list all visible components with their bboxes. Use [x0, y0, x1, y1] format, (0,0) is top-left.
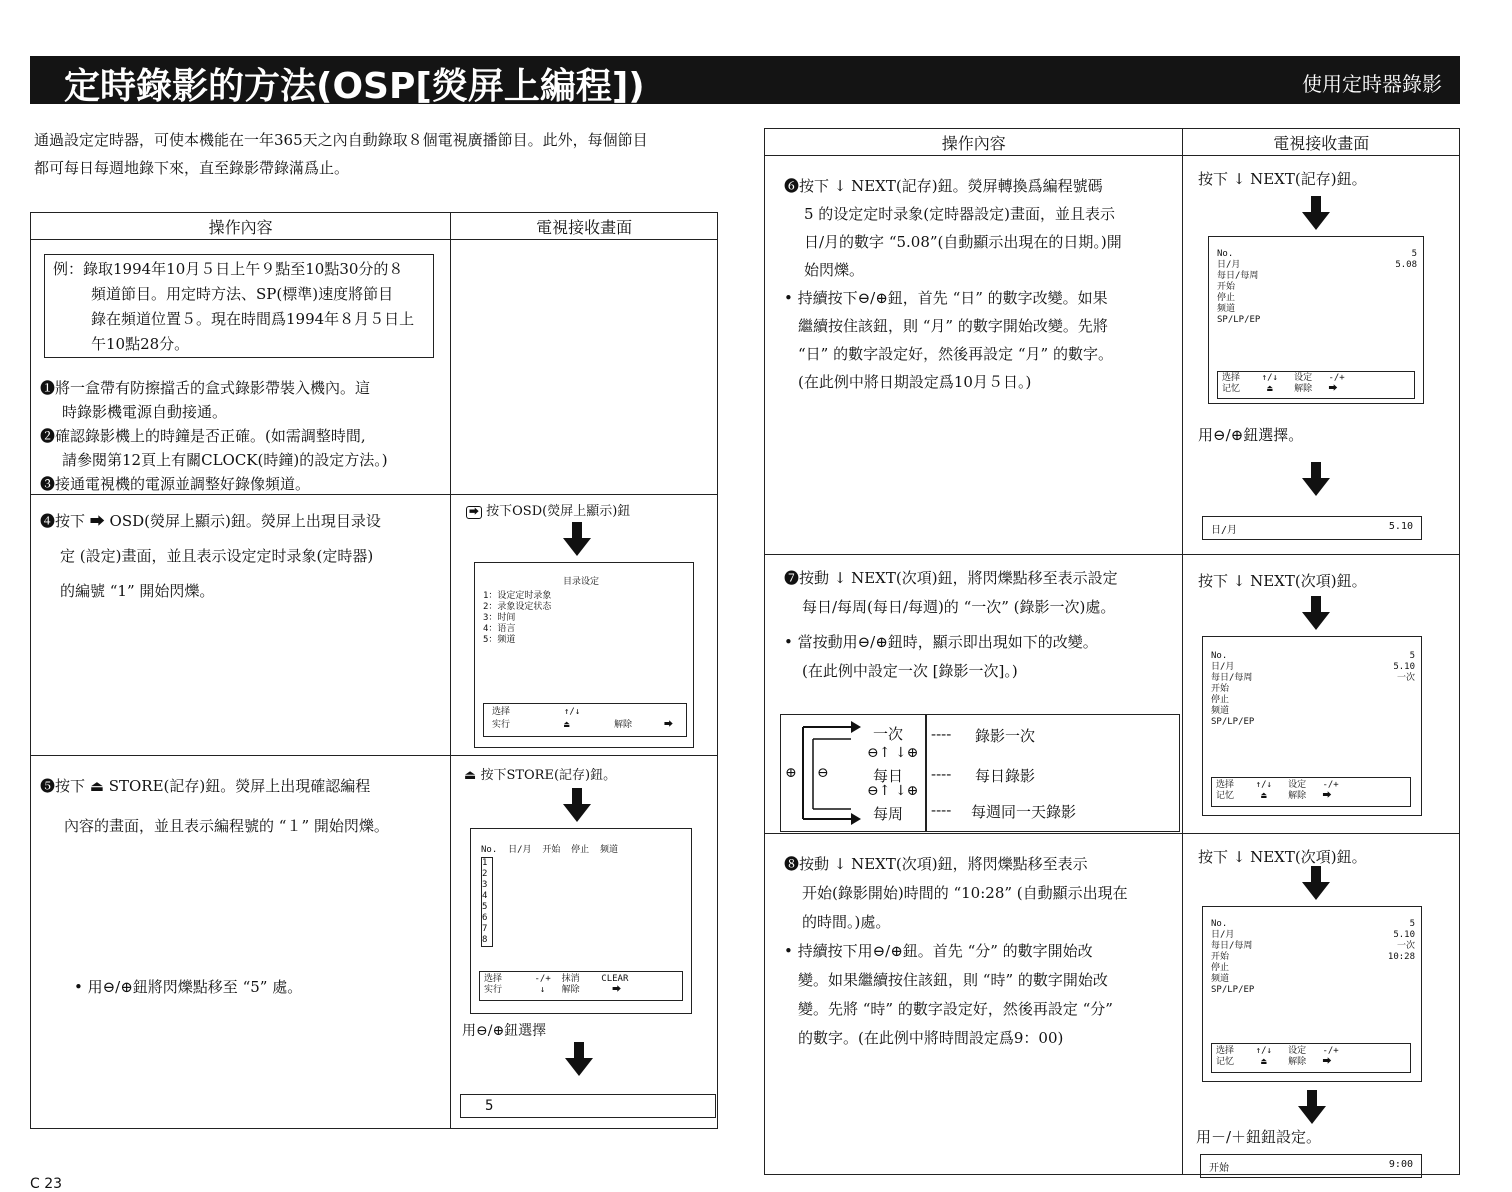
step8-bullet: • 持續按下用⊖/⊕鈕。首先 “分” 的數字開始改: [784, 942, 1093, 960]
program-footer-line: 选择 -/+ 抹消 CLEAR: [484, 974, 629, 984]
step4-text: [40, 504, 440, 609]
step8-set-text: 用－/＋鈕鈕設定。: [1196, 1128, 1322, 1146]
down-arrow-icon: [1302, 462, 1330, 496]
program-list-header: No. 日/月 开始 停止 频道: [481, 845, 619, 855]
step8-line: 开始(錄影開始)時間的 “10:28” (自動顯示出現在: [802, 884, 1128, 902]
menu-item: 3：时间: [483, 613, 516, 623]
left-col-tv: 電視接收畫面: [451, 213, 718, 240]
step7-line: 每日/每周(每日/每週)的 “一次” (錄影一次)處。: [802, 598, 1116, 616]
down-arrow-icon: [1302, 196, 1330, 230]
timer-setting-screen: [1208, 236, 1424, 404]
setting-label: 日/月: [1217, 260, 1241, 270]
prep-step-2-cont: 請參閱第12頁上有關CLOCK(時鐘)的設定方法。): [62, 451, 388, 469]
setting-frequency-value: 一次: [1396, 941, 1415, 951]
setting-footer: [1211, 1043, 1411, 1073]
menu-title: 目录设定: [563, 577, 600, 587]
intro-text: [34, 126, 724, 182]
setting-label: 开始: [1217, 282, 1236, 292]
right-col-tv: 電視接收畫面: [1183, 129, 1460, 156]
setting-label: SP/LP/EP: [1217, 315, 1261, 325]
diagram-weekly-desc: 每週同一天錄影: [971, 803, 1077, 821]
setting-no-value: 5: [1411, 249, 1417, 259]
start-strip-label: 开始: [1209, 1163, 1229, 1174]
setting-label: 开始: [1211, 952, 1230, 962]
program-number-value: 5: [485, 1098, 494, 1114]
program-footer-line: 实行 ↓ 解除 ⮕: [484, 985, 622, 995]
setting-label: 频道: [1211, 974, 1230, 984]
left-prep-tv-cell: [451, 240, 718, 495]
step5-tv-caption-text: 按下STORE(記存)鈕。: [480, 768, 617, 783]
step8-bullet-cont: 變。如果繼續按住該鈕，則 “時” 的數字開始改: [798, 971, 1108, 989]
setting-frequency-value: 一次: [1396, 673, 1415, 683]
step4-tv-caption: [466, 500, 630, 519]
step6-line: ❻按下 ↓ NEXT(記存)鈕。熒屏轉換爲編程號碼: [784, 177, 1103, 195]
program-row: 7: [482, 924, 488, 934]
frequency-screen: [1202, 636, 1422, 816]
diagram-divider: [925, 715, 927, 831]
setting-footer-line: 记忆 ⏏ 解除 ⮕: [1222, 384, 1338, 394]
setting-label: 每日/每周: [1217, 271, 1259, 281]
example-box: [44, 254, 434, 358]
example-line: 例：錄取1994年10月５日上午９點至10點30分的８: [53, 260, 404, 278]
osd-icon: ⮕: [664, 720, 674, 730]
setting-footer-line: 选择 ↑/↓ 设定 -/+: [1222, 373, 1345, 383]
menu-footer: [483, 703, 687, 737]
down-arrow-icon: [565, 1042, 593, 1076]
program-row: 4: [482, 891, 488, 901]
down-arrow-icon: [563, 788, 591, 822]
setting-label: 每日/每周: [1211, 941, 1253, 951]
program-list-footer: [479, 971, 683, 1001]
step8-line: 的時間。)處。: [802, 913, 891, 931]
diagram-once: 一次: [873, 725, 904, 743]
setting-footer-line: 记忆 ⏏ 解除 ⮕: [1216, 791, 1332, 801]
setting-label: 每日/每周: [1211, 673, 1253, 683]
start-strip-value: 9:00: [1388, 1159, 1413, 1170]
step5-select-text: 用⊖/⊕鈕選擇: [462, 1023, 547, 1039]
plus-icon: ⊕: [785, 765, 797, 781]
step6-line: 日/月的數字 “5.08”(自動顯示出現在的日期。)開: [804, 233, 1122, 251]
down-arrow-icon: [1298, 1090, 1326, 1124]
program-row: 2: [482, 869, 488, 879]
diagram-once-desc: 錄影一次: [975, 727, 1036, 745]
diagram-daily: 每日: [873, 767, 904, 785]
left-col-operation: 操作內容: [31, 213, 451, 240]
setting-no-value: 5: [1409, 651, 1415, 661]
step6-bullet-cont: “日” 的數字設定好，然後再設定 “月” 的數字。: [798, 345, 1113, 363]
date-strip-label: 日/月: [1211, 525, 1238, 536]
example-line: 午10點28分。: [91, 335, 190, 353]
step6-line: 始閃爍。: [804, 261, 865, 279]
minus-icon: ⊖: [817, 765, 829, 781]
step5-line: 內容的畫面，並且表示編程號的 “１” 開始閃爍。: [64, 817, 389, 835]
setting-start-value: 10:28: [1387, 952, 1415, 962]
menu-list: [483, 591, 551, 646]
cycle-diagram: [780, 714, 1180, 832]
setting-footer: [1211, 777, 1411, 807]
setting-labels: [1217, 249, 1260, 326]
example-line: 頻道節目。用定時方法、SP(標準)速度將節目: [91, 285, 394, 303]
setting-labels: [1211, 919, 1254, 996]
setting-label: SP/LP/EP: [1211, 985, 1255, 995]
menu-item: 5：频道: [483, 635, 516, 645]
prep-step-3: ❸接通電視機的電源並調整好錄像頻道。: [40, 475, 311, 493]
start-time-screen: [1202, 906, 1422, 1082]
step8-tv-caption: 按下 ↓ NEXT(次項)鈕。: [1198, 848, 1367, 866]
menu-footer-exec: 实行: [492, 720, 511, 730]
step6-bullet-cont: 繼續按住該鈕，則 “月” 的數字開始改變。先將: [798, 317, 1108, 335]
setting-footer-line: 选择 ↑/↓ 设定 -/+: [1216, 780, 1339, 790]
store-icon: ⏏: [564, 720, 570, 730]
setting-no-value: 5: [1409, 919, 1415, 929]
step4-line: 的編號 “1” 開始閃爍。: [60, 582, 215, 600]
step6-text: [784, 172, 1174, 396]
setting-date-value: 5.10: [1393, 662, 1415, 672]
diagram-daily-desc: 每日錄影: [975, 767, 1036, 785]
menu-screen: [474, 562, 694, 748]
setting-footer: [1217, 371, 1415, 399]
dash-line: ----: [931, 801, 952, 819]
step6-tv-caption: 按下 ↓ NEXT(記存)鈕。: [1198, 170, 1367, 188]
step8-bullet-cont: 的數字。(在此例中將時間設定爲9：00): [798, 1029, 1064, 1047]
program-number-strip: [460, 1094, 716, 1118]
step4-line: ❹按下 ⮕ OSD(熒屏上顯示)鈕。熒屏上出現目录设: [40, 512, 381, 530]
step7-text: [784, 564, 1174, 686]
prep-step-1-cont: 時錄影機電源自動接通。: [62, 403, 228, 421]
dash-line: ----: [931, 725, 952, 743]
program-number-column: [481, 857, 493, 947]
setting-footer-line: 选择 ↑/↓ 设定 -/+: [1216, 1046, 1339, 1056]
page-number: C 23: [30, 1176, 63, 1192]
diagram-arrow-2: ⊖↑ ↓⊕: [867, 783, 919, 799]
step6-select-text: 用⊖/⊕鈕選擇。: [1198, 426, 1304, 444]
step6-bullet: • 持續按下⊖/⊕鈕，首先 “日” 的數字改變。如果: [784, 289, 1108, 307]
setting-label: 停止: [1217, 293, 1236, 303]
down-arrow-icon: [563, 522, 591, 556]
step8-line: ❽按動 ↓ NEXT(次項)鈕，將閃爍點移至表示: [784, 855, 1088, 873]
setting-label: 停止: [1211, 963, 1230, 973]
prep-steps: [40, 376, 440, 496]
program-row: 8: [482, 935, 488, 945]
menu-item: 1：设定定时录象: [483, 591, 552, 601]
step8-text: [784, 850, 1174, 1053]
step5-line: ❺按下 ⏏ STORE(記存)鈕。熒屏上出現確認編程: [40, 777, 371, 795]
date-strip: [1202, 516, 1422, 540]
setting-label: SP/LP/EP: [1211, 717, 1255, 727]
setting-label: No.: [1217, 249, 1234, 259]
step5-bullet: • 用⊖/⊕鈕將閃爍點移至 “5” 處。: [74, 978, 303, 996]
dash-line: ----: [931, 765, 952, 783]
program-row: 3: [482, 880, 488, 890]
step7-tv-caption: 按下 ↓ NEXT(次項)鈕。: [1198, 572, 1367, 590]
diagram-arrow-1: ⊖↑ ↓⊕: [867, 745, 919, 761]
step4-tv-caption-text: 按下OSD(熒屏上顯示)鈕: [486, 504, 631, 519]
setting-labels: [1211, 651, 1254, 728]
setting-label: 频道: [1217, 304, 1236, 314]
setting-date-value: 5.08: [1395, 260, 1417, 270]
prep-step-2: ❷確認錄影機上的時鐘是否正確。(如需調整時間,: [40, 427, 366, 445]
step7-bullet: • 當按動用⊖/⊕鈕時，顯示即出現如下的改變。: [784, 633, 1098, 651]
setting-label: 频道: [1211, 706, 1230, 716]
step8-bullet-cont: 變。先將 “時” 的數字設定好，然後再設定 “分”: [798, 1000, 1113, 1018]
cycle-arrows: [781, 715, 925, 831]
intro-line-1: 通過設定定時器，可使本機能在一年365天之內自動錄取８個電視廣播節目。此外，每個節目: [34, 131, 648, 149]
section-label: 使用定時器錄影: [1302, 72, 1442, 96]
page-title: 定時錄影的方法(OSP[熒屏上編程]): [64, 66, 645, 107]
step5-tv-caption: [464, 764, 616, 783]
setting-label: No.: [1211, 651, 1228, 661]
right-col-operation: 操作內容: [765, 129, 1183, 156]
setting-label: 日/月: [1211, 930, 1235, 940]
step6-bullet-cont: (在此例中將日期設定爲10月５日。): [798, 373, 1032, 391]
down-arrow-icon: [1302, 866, 1330, 900]
setting-date-value: 5.10: [1393, 930, 1415, 940]
osd-button-icon: ⮕: [466, 506, 482, 519]
start-time-strip: [1200, 1154, 1422, 1178]
menu-item: 4：语言: [483, 624, 516, 634]
setting-label: 日/月: [1211, 662, 1235, 672]
setting-label: 开始: [1211, 684, 1230, 694]
program-row: 5: [482, 902, 488, 912]
menu-footer-cancel: 解除: [614, 720, 633, 730]
menu-footer-select: 选择: [492, 707, 511, 717]
example-line: 錄在頻道位置５。現在時間爲1994年８月５日上: [91, 310, 415, 328]
date-strip-value: 5.10: [1388, 521, 1413, 532]
down-arrow-icon: [1302, 596, 1330, 630]
step7-line: ❼按動 ↓ NEXT(次項)鈕，將閃爍點移至表示設定: [784, 569, 1118, 587]
diagram-weekly: 每周: [873, 805, 904, 823]
step6-line: 5 的设定定时录象(定時器設定)畫面，並且表示: [804, 205, 1116, 223]
step7-bullet-cont: (在此例中設定一次 [錄影一次]。): [802, 662, 1018, 680]
menu-footer-arrows: ↑/↓: [564, 707, 581, 717]
setting-footer-line: 记忆 ⏏ 解除 ⮕: [1216, 1057, 1332, 1067]
step4-line: 定 (設定)畫面，並且表示设定定时录象(定時器): [60, 547, 374, 565]
program-list-screen: [470, 828, 692, 1014]
prep-step-1: ❶將一盒帶有防擦擋舌的盒式錄影帶裝入機內。這: [40, 379, 371, 397]
setting-label: No.: [1211, 919, 1228, 929]
program-row: 1: [482, 858, 488, 868]
store-button-icon: ⏏: [464, 768, 477, 783]
setting-label: 停止: [1211, 695, 1230, 705]
program-row: 6: [482, 913, 488, 923]
step5-text: [40, 766, 450, 846]
menu-item: 2：录象设定状态: [483, 602, 552, 612]
intro-line-2: 都可每日每週地錄下來，直至錄影帶錄滿爲止。: [34, 159, 350, 177]
